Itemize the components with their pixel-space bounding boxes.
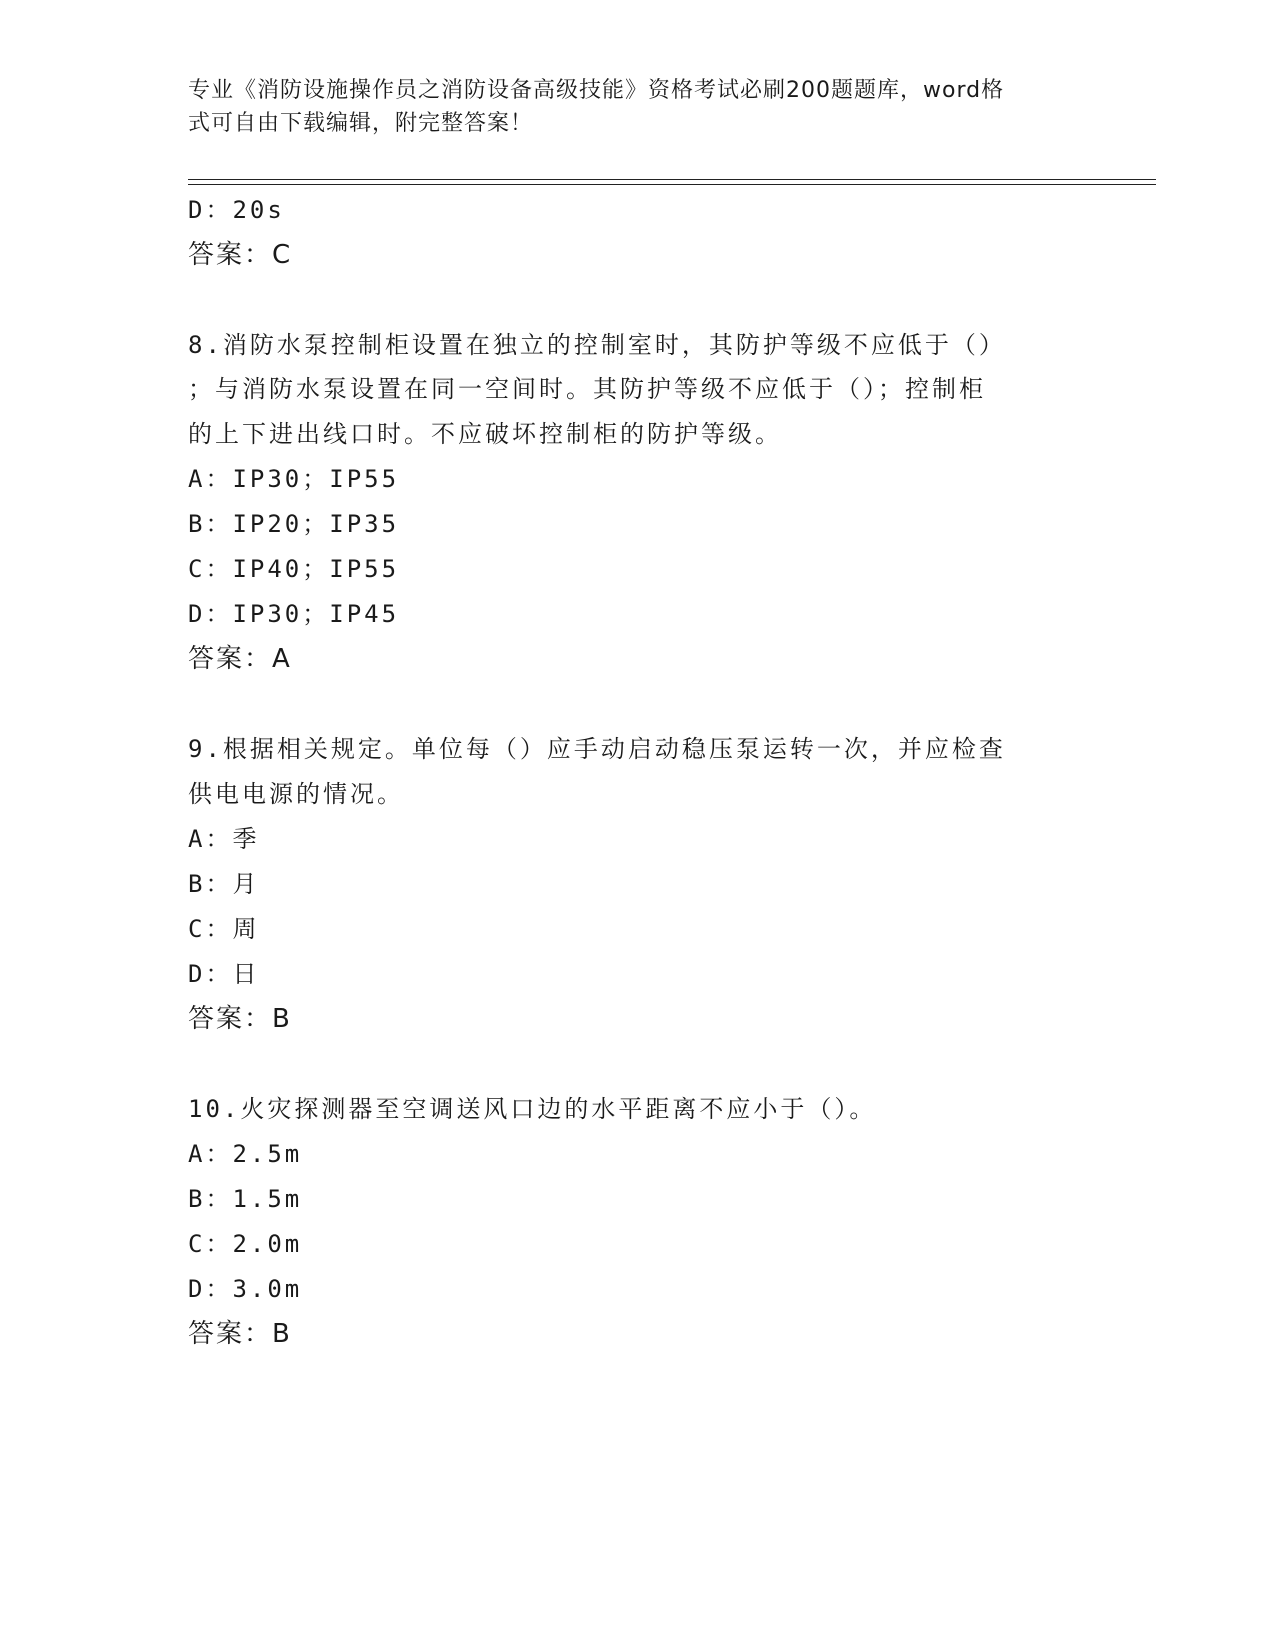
option-d: D：20s bbox=[188, 196, 285, 224]
document-header bbox=[188, 74, 1078, 140]
question-8-option-a: A：IP30；IP55 bbox=[188, 465, 400, 493]
question-8-answer: 答案：A bbox=[188, 644, 292, 674]
header-divider-top bbox=[188, 179, 1156, 180]
header-line-1: 专业《消防设施操作员之消防设备高级技能》资格考试必刷200题题库，word格 bbox=[188, 78, 1005, 103]
question-10-option-a: A：2.5m bbox=[188, 1140, 303, 1168]
question-10-answer: 答案：B bbox=[188, 1319, 292, 1349]
question-10-option-b: B：1.5m bbox=[188, 1185, 303, 1213]
question-9-option-c: C：周 bbox=[188, 915, 260, 943]
question-9-line-1: 9.根据相关规定。单位每（）应手动启动稳压泵运转一次，并应检查 bbox=[188, 735, 1006, 763]
question-8-option-b: B：IP20；IP35 bbox=[188, 510, 400, 538]
header-line-2: 式可自由下载编辑，附完整答案！ bbox=[188, 111, 534, 136]
question-9-answer: 答案：B bbox=[188, 1004, 292, 1034]
question-10-option-c: C：2.0m bbox=[188, 1230, 303, 1258]
question-10-option-d: D：3.0m bbox=[188, 1275, 303, 1303]
question-8-option-c: C：IP40；IP55 bbox=[188, 555, 400, 583]
question-9-option-b: B：月 bbox=[188, 870, 260, 898]
question-8-line-2: ；与消防水泵设置在同一空间时。其防护等级不应低于（）；控制柜 bbox=[188, 375, 986, 403]
question-8-line-1: 8.消防水泵控制柜设置在独立的控制室时，其防护等级不应低于（） bbox=[188, 331, 1006, 359]
question-9-option-d: D：日 bbox=[188, 960, 260, 988]
question-8-line-3: 的上下进出线口时。不应破坏控制柜的防护等级。 bbox=[188, 420, 782, 448]
question-8-option-d: D：IP30；IP45 bbox=[188, 600, 400, 628]
answer-text: 答案：C bbox=[188, 240, 293, 270]
question-9-option-a: A：季 bbox=[188, 825, 260, 853]
question-10-line-1: 10.火灾探测器至空调送风口边的水平距离不应小于（）。 bbox=[188, 1095, 877, 1123]
question-9-line-2: 供电电源的情况。 bbox=[188, 780, 404, 808]
header-divider-bottom bbox=[188, 184, 1156, 185]
